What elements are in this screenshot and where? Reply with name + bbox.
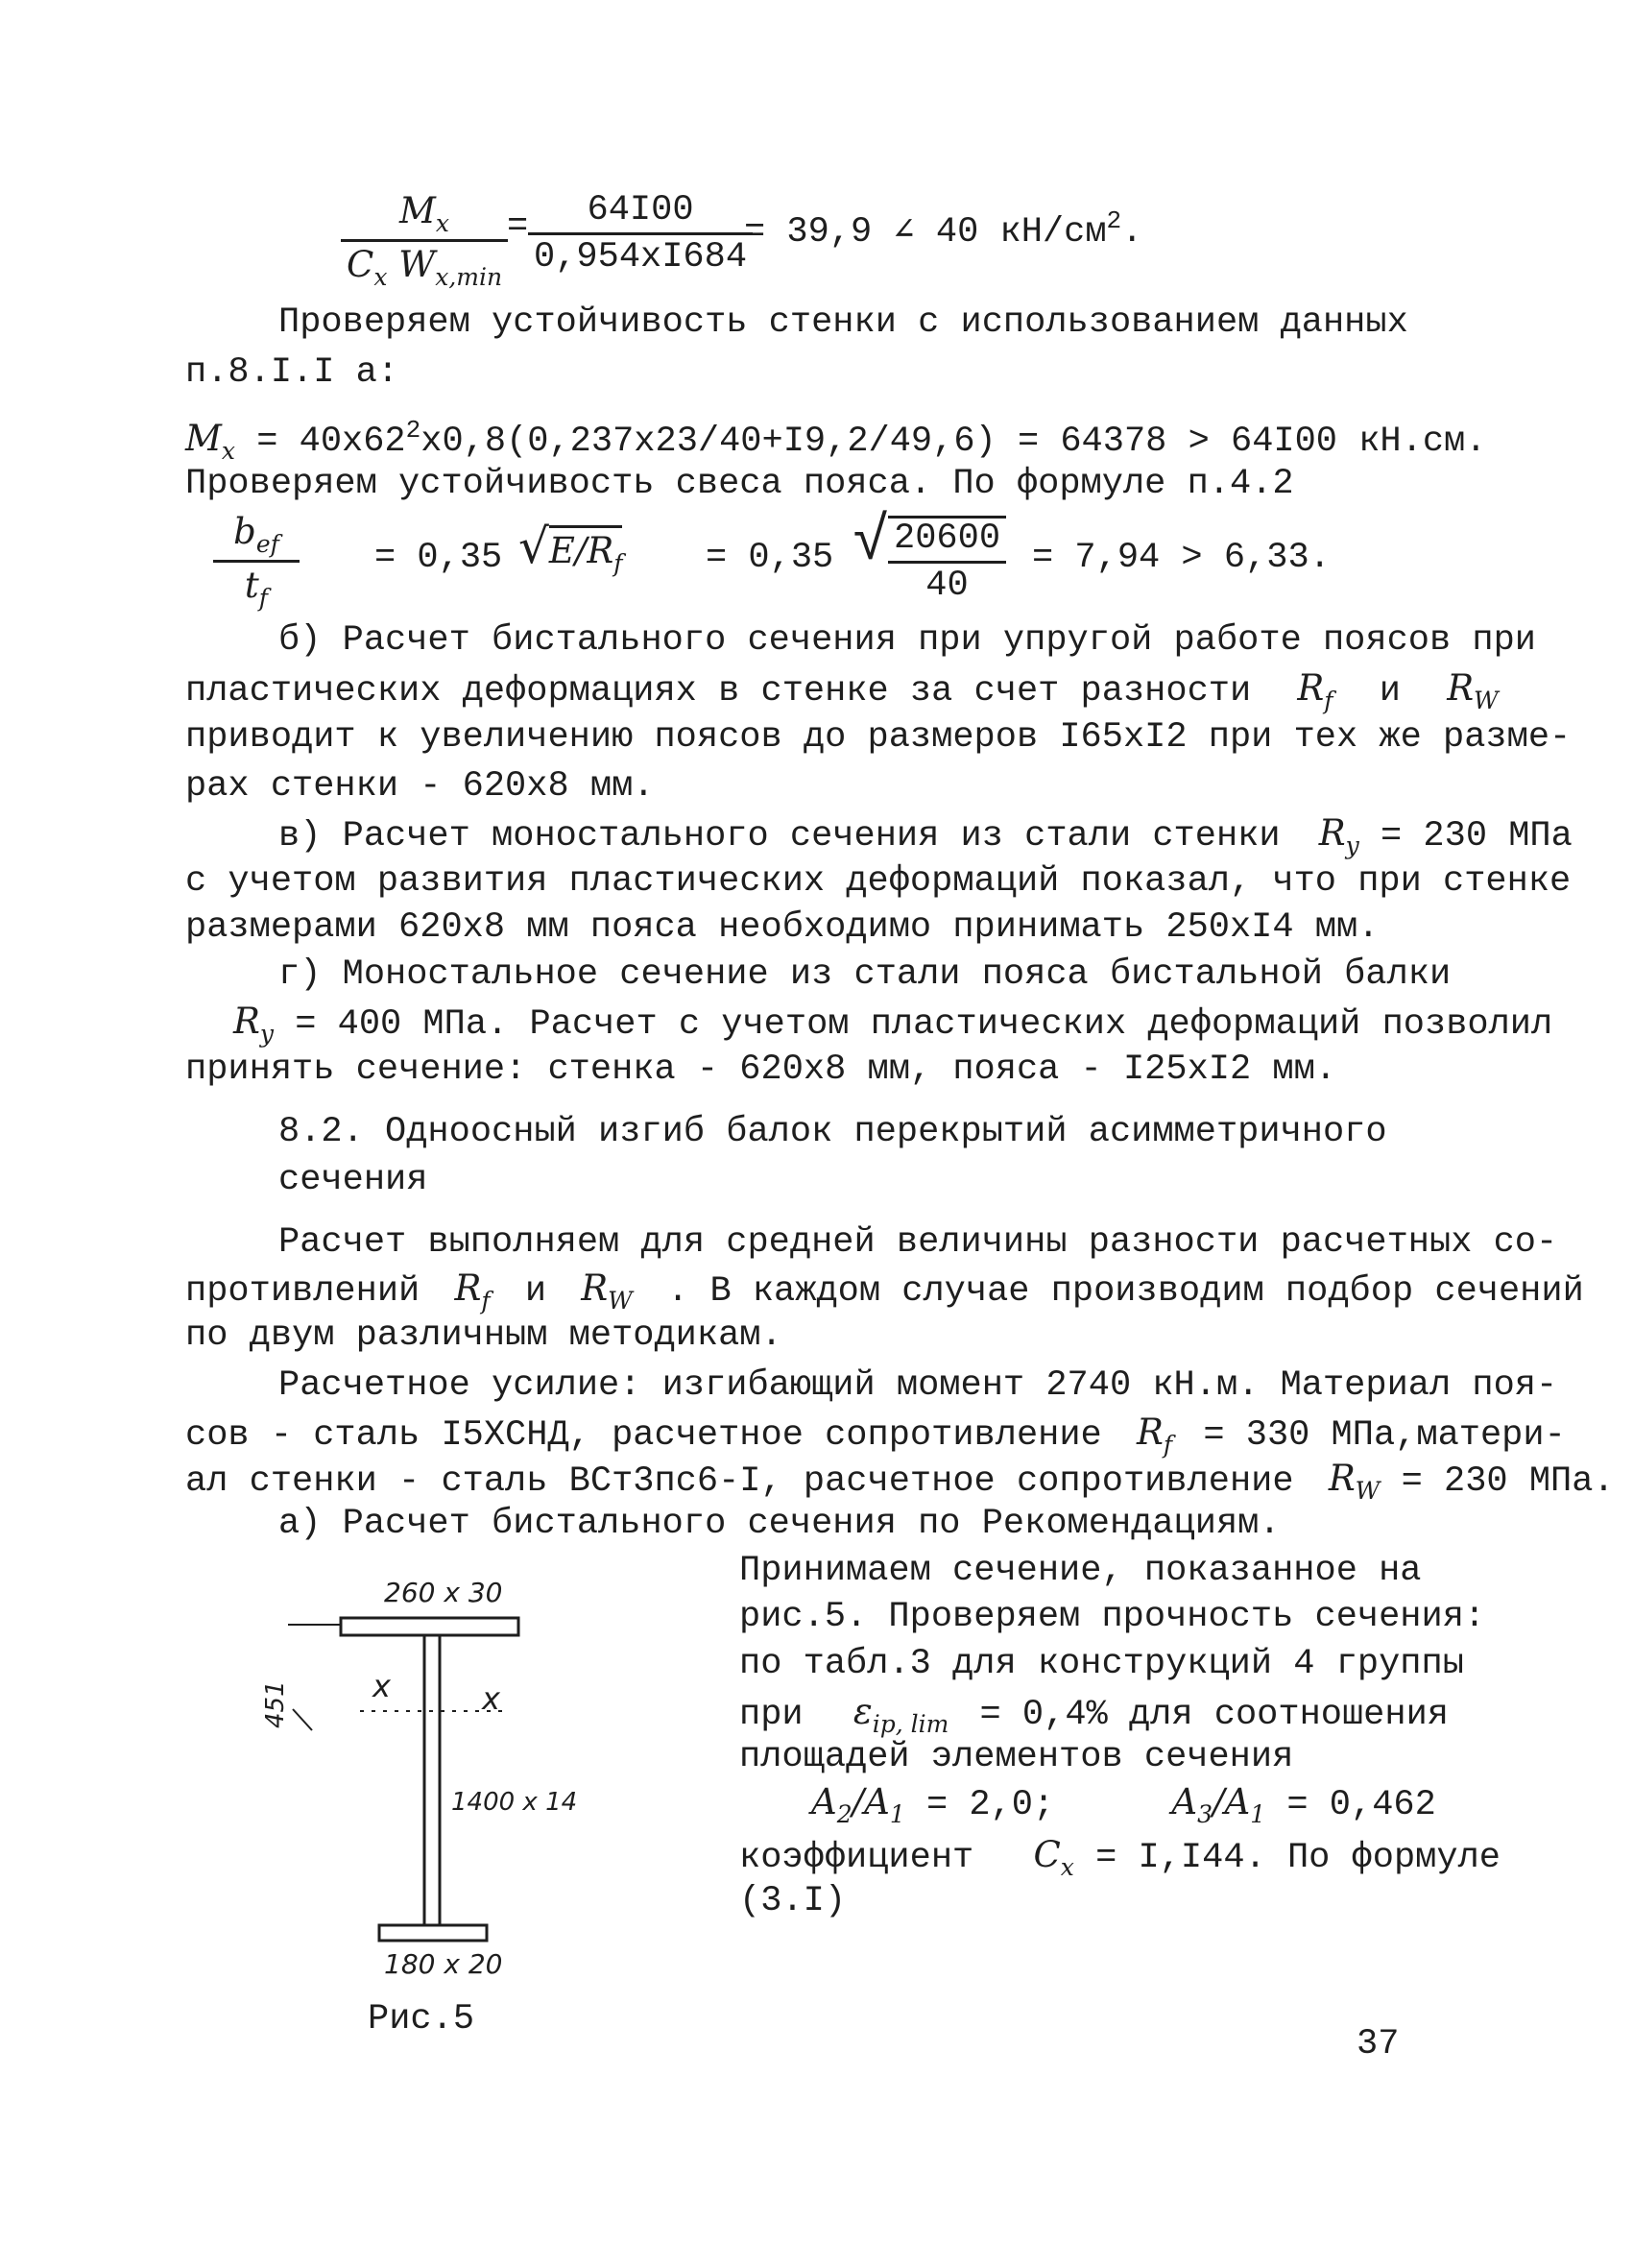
paragraph-line: (3.I) — [739, 1881, 847, 1921]
paragraph-line: с учетом развития пластических деформаций показал, что при стенке — [185, 861, 1572, 902]
paragraph-line: по двум различным методикам. — [185, 1315, 782, 1356]
axis-label-right: x — [482, 1680, 500, 1717]
equation-root-2-sign: √ — [853, 509, 890, 578]
paragraph-line: принять сечение: стенка - 620x8 мм, пояса - I25xI2 мм. — [185, 1050, 1336, 1090]
formula-main-fraction: $\frac{64I00}{0,954xI684}$ — [528, 190, 753, 277]
paragraph-line: рах стенки - 620x8 мм. — [185, 766, 655, 807]
paragraph-line: г) Моностальное сечение из стали пояса бистальной балки — [278, 954, 1452, 995]
web-label: 1400 x 14 — [451, 1788, 578, 1817]
paragraph-line: а) Расчет бистального сечения по Рекомендациям. — [278, 1504, 1281, 1544]
equation-tail: = 7,94 > 6,33. — [1032, 538, 1331, 578]
page-number: 37 — [1357, 2024, 1400, 2064]
paragraph-line: Проверяем устойчивость стенки с использованием данных — [278, 302, 1408, 343]
equation-b-over-t: $b_{ef}$ $t_f$ — [213, 511, 300, 612]
paragraph-line: площадей элементов сечения — [739, 1737, 1294, 1777]
paragraph-line: ал стенки - сталь ВСт3пс6-I, расчетное сопротивление $R_W = 230$ МПа. — [185, 1458, 1615, 1505]
paragraph-line: размерами 620x8 мм пояса необходимо принимать 250xI4 мм. — [185, 907, 1380, 948]
paragraph-line: по табл.3 для конструкций 4 группы — [739, 1644, 1464, 1684]
paragraph-line: противлений $R_f$ и $R_W$ . В каждом случае производим подбор сечений — [185, 1267, 1584, 1315]
paragraph-line: $R_y = 400$ МПа. Расчет с учетом пластических деформаций позволил — [233, 1001, 1553, 1048]
paragraph-line: Принимаем сечение, показанное на — [739, 1551, 1422, 1591]
paragraph-line: в) Расчет моностального сечения из стали стенки $R_y = 230$ МПа — [278, 812, 1573, 859]
equation-root-1: $√E/R_f$ — [518, 519, 623, 577]
paragraph-line: рис.5. Проверяем прочность сечения: — [739, 1597, 1486, 1637]
formula-eq-sign: = — [507, 206, 529, 247]
paragraph-line: сов - сталь I5XCНД, расчетное сопротивление $R_f = 330$ МПа,матери- — [185, 1411, 1566, 1459]
equation-eq-1: = 0,35 — [374, 538, 503, 578]
bottom-flange-label: 180 x 20 — [384, 1948, 503, 1980]
formula-lhs-fraction: $M_x$ $C_x$ $W_{x,min}$ — [341, 190, 508, 291]
bottom-flange — [379, 1925, 487, 1941]
figure-caption: Рис.5 — [368, 1999, 475, 2039]
axis-label-left: x — [372, 1668, 391, 1704]
paragraph-line: б) Расчет бистального сечения при упругой работе поясов при — [278, 620, 1537, 661]
paragraph-line: п.8.I.I а: — [185, 352, 399, 393]
paragraph-line: коэффициент $C_x = I,I44$. По формуле — [739, 1834, 1501, 1881]
i-beam-figure — [221, 1565, 624, 1988]
paragraph-line: Расчет выполняем для средней величины разности расчетных со- — [278, 1222, 1558, 1263]
equation-eq-2: = 0,35 — [706, 538, 834, 578]
section-heading: 8.2. Одноосный изгиб балок перекрытий асимметричного — [278, 1112, 1387, 1152]
paragraph-line: Проверяем устойчивость свеса пояса. По формуле п.4.2 — [185, 464, 1294, 504]
top-flange-label: 260 x 30 — [384, 1577, 503, 1608]
paragraph-line: Расчетное усилие: изгибающий момент 2740 кН.м. Материал поя- — [278, 1365, 1558, 1406]
formula-result: = 39,9 ∠ 40 $кН/см^2$. — [744, 206, 1143, 253]
paragraph-line: пластических деформациях в стенке за счет разности $R_f$ и $R_W$ — [185, 667, 1499, 714]
equation-root-2-fraction: $\frac{20600}{40}$ — [888, 516, 1006, 606]
dimension-label: 451 — [261, 1680, 290, 1728]
top-flange — [341, 1618, 518, 1635]
area-ratios: $A_2/A_1 = 2,0$; $A_3/A_1 = 0,462$ — [811, 1781, 1436, 1828]
equation-moment: $M_x = 40x62^2x0,8(0,237x23/40+I9,2/49,6) = 64378 > 64I00$ кН.см. — [185, 416, 1487, 465]
paragraph-line: приводит к увеличению поясов до размеров I65xI2 при тех же разме- — [185, 717, 1572, 758]
section-heading: сечения — [278, 1160, 428, 1200]
paragraph-line: при $\varepsilon_{ip, lim} = 0,4\%$ для соотношения — [739, 1691, 1449, 1738]
